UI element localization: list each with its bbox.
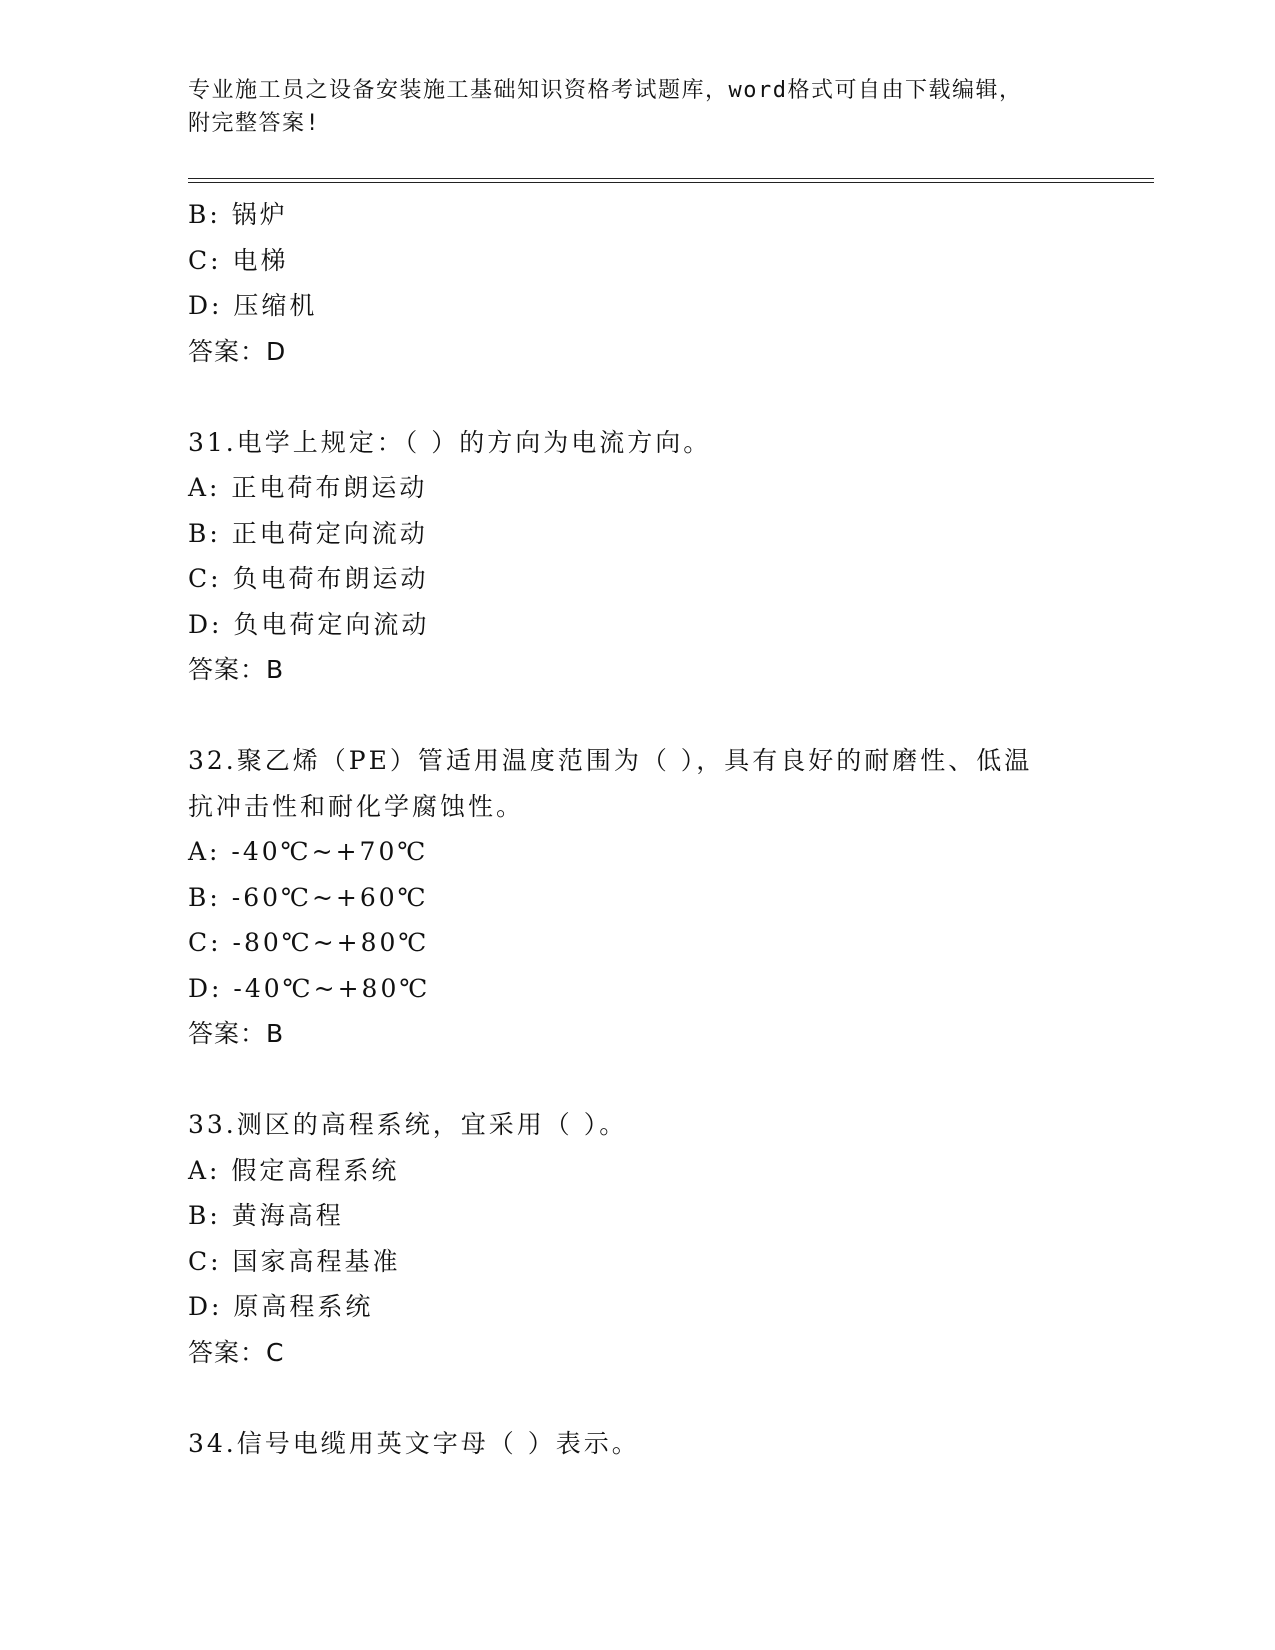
question-34 <box>188 1421 1148 1467</box>
option-b: B: -60℃~+60℃ <box>188 882 429 912</box>
option-d: D: 压缩机 <box>188 291 318 320</box>
option-d: D: -40℃~+80℃ <box>188 973 431 1003</box>
option-a: A: 正电荷布朗运动 <box>188 473 428 502</box>
header-line-1: 专业施工员之设备安装施工基础知识资格考试题库，word格式可自由下载编辑， <box>188 78 1023 103</box>
option-a: A: 假定高程系统 <box>188 1155 400 1185</box>
option-c: C: 电梯 <box>188 245 289 275</box>
question-stem: 34.信号电缆用英文字母（ ）表示。 <box>188 1428 640 1458</box>
answer: 答案：D <box>188 336 287 366</box>
answer: 答案：B <box>188 1019 285 1048</box>
option-a: A: -40℃~+70℃ <box>188 837 429 866</box>
question-30-continued <box>188 192 1148 374</box>
question-stem: 33.测区的高程系统，宜采用（ ）。 <box>188 1110 628 1139</box>
option-c: C: 负电荷布朗运动 <box>188 564 429 593</box>
option-d: D: 负电荷定向流动 <box>188 609 430 639</box>
option-d: D: 原高程系统 <box>188 1292 374 1321</box>
answer: 答案：B <box>188 655 285 684</box>
question-32 <box>188 738 1148 1057</box>
option-b: B: 锅炉 <box>188 200 288 229</box>
question-33 <box>188 1102 1148 1375</box>
question-stem: 31.电学上规定：（ ）的方向为电流方向。 <box>188 427 712 457</box>
answer: 答案：C <box>188 1337 285 1367</box>
option-c: C: -80℃~+80℃ <box>188 928 430 957</box>
question-31 <box>188 420 1148 693</box>
document-header <box>188 74 1088 140</box>
question-list <box>188 192 1148 1466</box>
option-b: B: 正电荷定向流动 <box>188 518 428 548</box>
header-divider <box>188 178 1154 183</box>
question-stem: 32.聚乙烯（PE）管适用温度范围为（ ），具有良好的耐磨性、低温 <box>188 746 1033 775</box>
option-c: C: 国家高程基准 <box>188 1246 401 1276</box>
option-b: B: 黄海高程 <box>188 1201 344 1230</box>
header-line-2: 附完整答案! <box>188 111 321 136</box>
question-stem-continued: 抗冲击性和耐化学腐蚀性。 <box>188 791 525 821</box>
